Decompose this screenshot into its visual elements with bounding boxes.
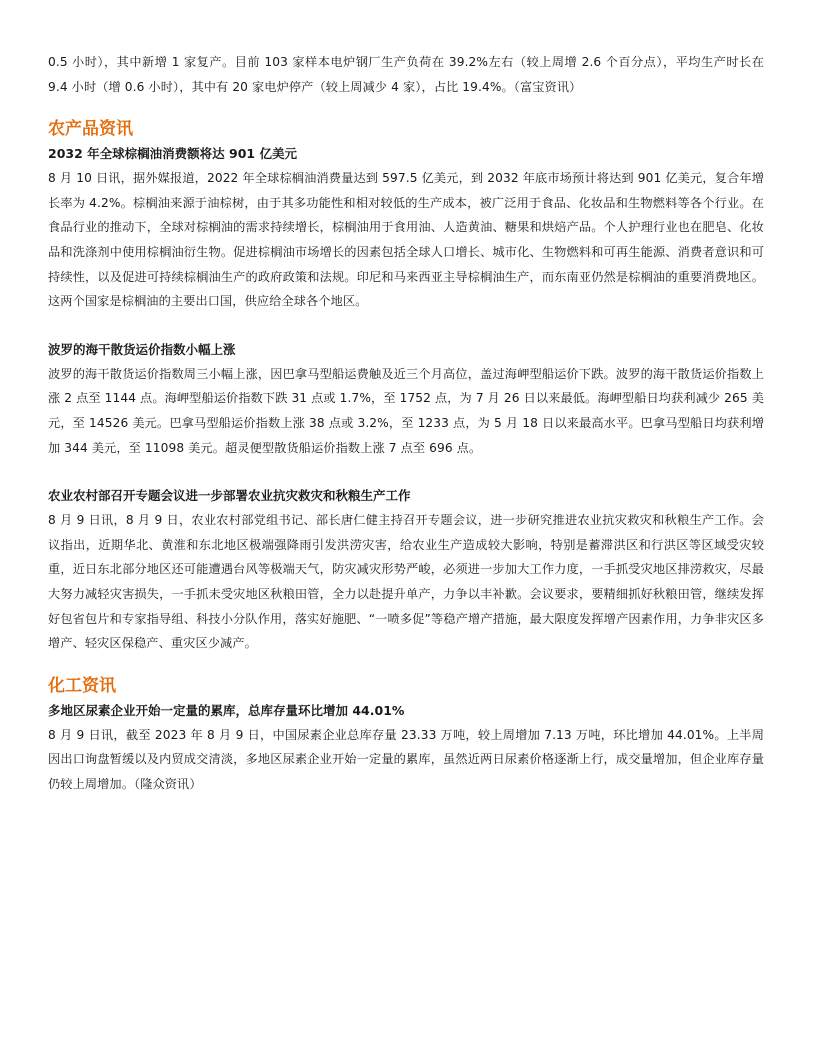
section-title-agri: 农产品资讯 xyxy=(48,119,133,140)
article-baltic-index xyxy=(48,338,764,460)
intro-paragraph: 0.5 小时），其中新增 1 家复产。目前 103 家样本电炉钢厂生产负荷在 39.2%左右（较上周增 2.6 个百分点），平均生产时长在 9.4 小时（增 0.6 小时），其中有 20 家电炉停产（较上周减少 4 家），占比 19.4%。（富宝资讯） xyxy=(48,55,764,94)
article-body: 8 月 9 日讯，截至 2023 年 8 月 9 日，中国尿素企业总库存量 23.33 万吨，较上周增加 7.13 万吨，环比增加 44.01%。上半周因出口询盘暂缓以及内贸成交清淡，多地区尿素企业开始一定量的累库，虽然近两日尿素价格逐渐上行，成交量增加，但企业库存量仍较上周增加。（隆众资讯） xyxy=(48,727,764,791)
article-title: 2032 年全球棕榈油消费额将达 901 亿美元 xyxy=(48,146,297,162)
article-body: 波罗的海干散货运价指数周三小幅上涨，因巴拿马型船运费触及近三个月高位，盖过海岬型船运价下跌。波罗的海干散货运价指数上涨 2 点至 1144 点。海岬型船运价指数下跌 31 点或 1.7%，至 1752 点，为 7 月 26 日以来最低。海岬型船日均获利减少 265 美元，至 14526 美元。巴拿马型船运价指数上涨 38 点或 3.2%，至 1233 点，为 5 月 18 日以来最高水平。巴拿马型船日均获利增加 344 美元，至 11098 美元。超灵便型散货船运价指数上涨 7 点至 696 点。 xyxy=(48,366,764,455)
article-title: 农业农村部召开专题会议进一步部署农业抗灾救灾和秋粮生产工作 xyxy=(48,488,411,504)
document-content xyxy=(48,50,764,796)
article-agri-disaster-meeting xyxy=(48,484,764,656)
section-title-chem: 化工资讯 xyxy=(48,675,116,696)
article-body: 8 月 10 日讯，据外媒报道，2022 年全球棕榈油消费量达到 597.5 亿美元，到 2032 年底市场预计将达到 901 亿美元，复合年增长率为 4.2%。棕榈油来源于油棕树，由于其多功能性和相对较低的生产成本，被广泛用于食品、化妆品和生物燃料等各个行业。在食品行业的推动下，全球对棕榈油的需求持续增长，棕榈油用于食用油、人造黄油、糖果和烘焙产品。个人护理行业也在肥皂、化妆品和洗涤剂中使用棕榈油衍生物。促进棕榈油市场增长的因素包括全球人口增长、城市化、生物燃料和可再生能源、消费者意识和可持续性，以及促进可持续棕榈油生产的政府政策和法规。印尼和马来西亚主导棕榈油生产，而东南亚仍然是棕榈油的重要消费地区。这两个国家是棕榈油的主要出口国，供应给全球各个地区。 xyxy=(48,171,764,309)
article-body: 8 月 9 日讯，8 月 9 日，农业农村部党组书记、部长唐仁健主持召开专题会议，进一步研究推进农业抗灾救灾和秋粮生产工作。会议指出，近期华北、黄淮和东北地区极端强降雨引发洪涝灾害，给农业生产造成较大影响，特别是蓄滞洪区和行洪区等区域受灾较重，近日东北部分地区还可能遭遇台风等极端天气，防灾减灾形势严峻，必须进一步加大工作力度，一手抓受灾地区排涝救灾，尽最大努力减轻灾害损失，一手抓未受灾地区秋粮田管，全力以赴提升单产，力争以丰补歉。会议要求，要精细抓好秋粮田管，继续发挥好包省包片和专家指导组、科技小分队作用，落实好施肥、“一喷多促”等稳产增产措施，最大限度发挥增产因素作用，力争非灾区多增产、轻灾区保稳产、重灾区少减产。 xyxy=(48,513,764,651)
article-urea-inventory xyxy=(48,699,764,797)
article-palm-oil xyxy=(48,142,764,314)
article-title: 多地区尿素企业开始一定量的累库，总库存量环比增加 44.01% xyxy=(48,702,405,718)
article-title: 波罗的海干散货运价指数小幅上涨 xyxy=(48,341,236,357)
